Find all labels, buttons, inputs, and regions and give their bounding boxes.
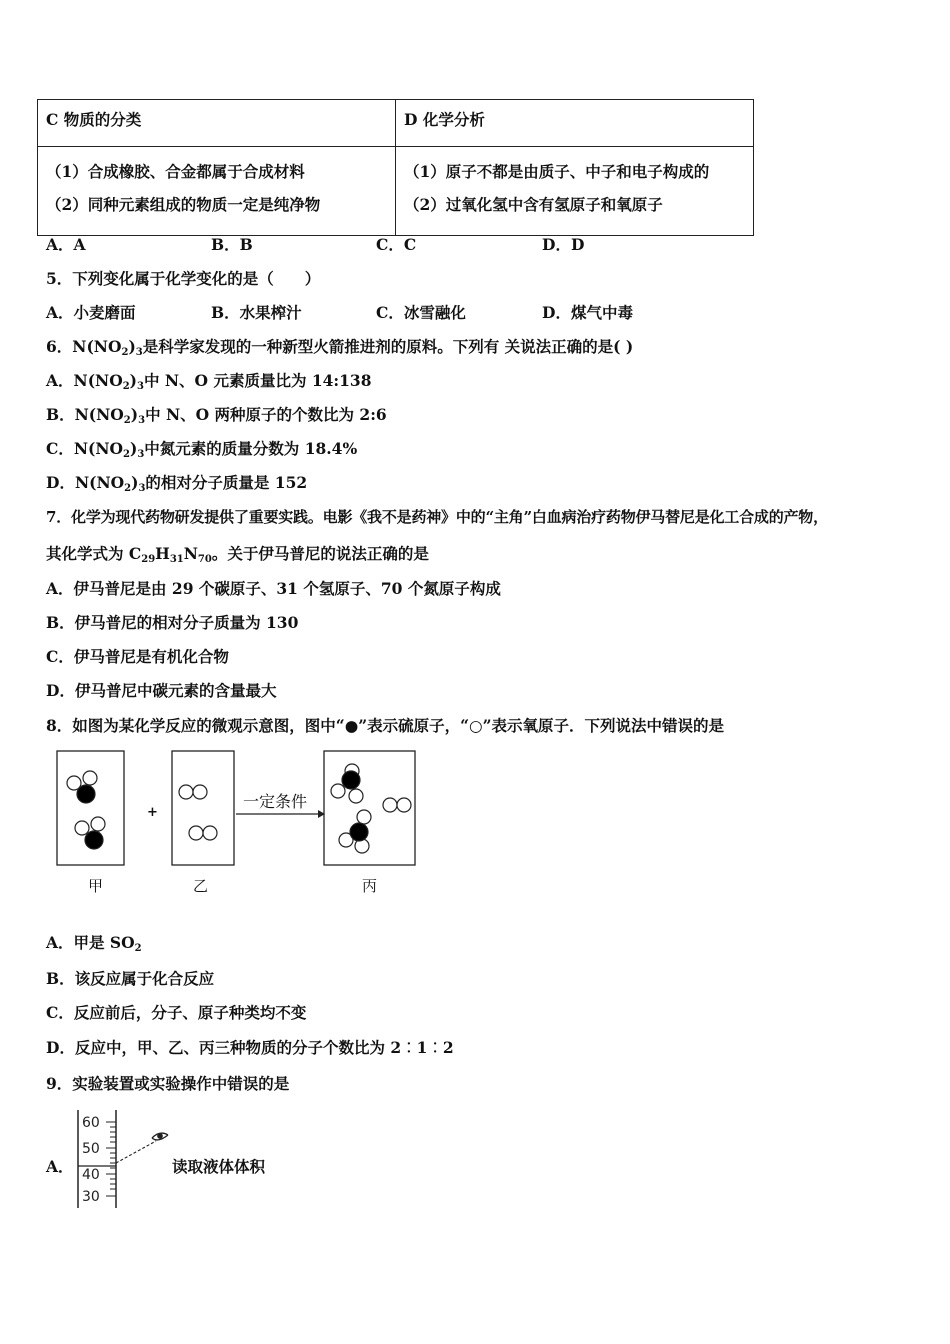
q8-option-d[interactable]: D．反应中，甲、乙、丙三种物质的分子个数比为 2︰1︰2 (46, 1038, 454, 1057)
table-d-item: （2）过氧化氢中含有氢原子和氧原子 (404, 195, 663, 214)
tick-label: 40 (82, 1167, 100, 1183)
table-d-item: （1）原子不都是由质子、中子和电子构成的 (404, 162, 710, 181)
graduated-cylinder-figure (72, 1108, 172, 1212)
q8-option-a[interactable]: A．甲是 $SO_2$ (46, 933, 142, 954)
scale-ticks (106, 1122, 116, 1196)
table-cell-d (396, 147, 754, 236)
tick-label: 60 (82, 1115, 100, 1131)
q5-option-c[interactable]: C．冰雪融化 (376, 303, 466, 322)
q9-option-a-text: 读取液体体积 (172, 1157, 266, 1176)
q8-option-b[interactable]: B．该反应属于化合反应 (46, 969, 215, 988)
q6-option-b[interactable]: B．$N(NO_2)_3$中 N、O 两种原子的个数比为 2:6 (46, 405, 387, 426)
so3-molecule (339, 810, 371, 853)
sight-line (116, 1141, 156, 1163)
q6-option-a[interactable]: A．$N(NO_2)_3$中 N、O 元素质量比为 14:138 (46, 371, 372, 392)
reaction-diagram (50, 745, 430, 900)
table-header-d: D 化学分析 (396, 100, 754, 147)
so3-molecule (331, 764, 363, 803)
o2-molecule (189, 826, 217, 840)
q4-option-c[interactable]: C．C (376, 235, 417, 254)
table-c-item: （1）合成橡胶、合金都属于合成材料 (46, 162, 305, 181)
plus-sign: + (147, 805, 158, 820)
q7-option-a[interactable]: A．伊马普尼是由 29 个碳原子、31 个氢原子、70 个氮原子构成 (46, 579, 501, 598)
eye-icon (152, 1133, 168, 1140)
table-cell-c (38, 147, 396, 236)
q8-stem: 8．如图为某化学反应的微观示意图，图中“●”表示硫原子，“○”表示氧原子．下列说法中错误的是 (46, 716, 724, 735)
so2-molecule (67, 771, 97, 803)
q6-option-c[interactable]: C．$N(NO_2)_3$中氮元素的质量分数为 18.4% (46, 439, 358, 460)
so2-molecule (75, 817, 105, 849)
q7-stem-line1: 7．化学为现代药物研发提供了重要实践。电影《我不是药神》中的“主角”白血病治疗药物伊马替尼是化工合成的产物， (46, 508, 828, 526)
label-bing: 丙 (362, 877, 378, 895)
o2-molecule (383, 798, 411, 812)
q4-option-d[interactable]: D．D (542, 235, 585, 254)
label-yi: 乙 (193, 877, 209, 895)
q4-options (46, 233, 746, 253)
q4-option-a[interactable]: A．A (46, 235, 86, 254)
q7-option-d[interactable]: D．伊马普尼中碳元素的含量最大 (46, 681, 277, 700)
q5-options (46, 301, 746, 321)
o2-molecule (179, 785, 207, 799)
q9-option-a-label[interactable]: A． (46, 1157, 74, 1176)
formula: N(NO (72, 337, 122, 356)
q7-option-c[interactable]: C．伊马普尼是有机化合物 (46, 647, 229, 666)
tick-label: 30 (82, 1189, 100, 1205)
tick-label: 50 (82, 1141, 100, 1157)
q5-option-d[interactable]: D．煤气中毒 (542, 303, 633, 322)
table-header-c: C 物质的分类 (38, 100, 396, 147)
q5-option-a[interactable]: A．小麦磨面 (46, 303, 136, 322)
box-yi (172, 751, 234, 865)
q6-option-d[interactable]: D．$N(NO_2)_3$的相对分子质量是 152 (46, 473, 308, 494)
condition-label: 一定条件 (243, 792, 308, 811)
q4-option-b[interactable]: B．B (211, 235, 253, 254)
q6-stem: 6．$N(NO_2)_3$是科学家发现的一种新型火箭推进剂的原料。下列有 关说法正确的是( ) (46, 337, 634, 358)
q7-option-b[interactable]: B．伊马普尼的相对分子质量为 130 (46, 613, 299, 632)
classification-table (37, 99, 754, 236)
label-jia: 甲 (88, 877, 104, 895)
table-c-item: （2）同种元素组成的物质一定是纯净物 (46, 195, 321, 214)
q9-stem: 9．实验装置或实验操作中错误的是 (46, 1074, 290, 1093)
q8-option-c[interactable]: C．反应前后，分子、原子种类均不变 (46, 1003, 307, 1022)
q5-option-b[interactable]: B．水果榨汁 (211, 303, 302, 322)
q7-stem-line2: 其化学式为 $C_{29}H_{31}N_{70}$。关于伊马普尼的说法正确的是 (46, 544, 429, 565)
q5-stem: 5．下列变化属于化学变化的是（ ） (46, 269, 321, 288)
